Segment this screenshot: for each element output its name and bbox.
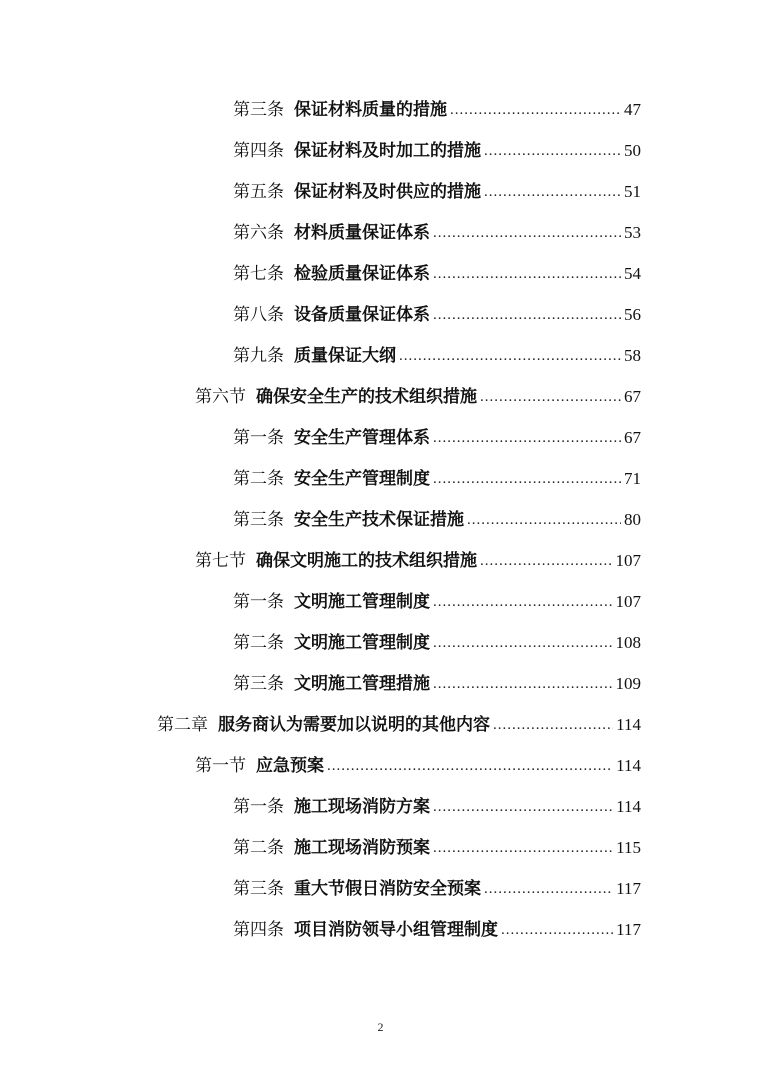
toc-entry-number: 第二条 <box>233 633 284 653</box>
toc-entry-page: 114 <box>616 756 641 775</box>
toc-entry-title: 施工现场消防方案 <box>294 797 430 817</box>
toc-entry[interactable] <box>233 218 641 248</box>
toc-entry-number: 第三条 <box>233 879 284 899</box>
toc-entry-title: 质量保证大纲 <box>294 346 396 366</box>
toc-entry[interactable] <box>233 300 641 330</box>
toc-dot-leader <box>327 751 613 781</box>
toc-entry-title: 确保安全生产的技术组织措施 <box>256 387 477 407</box>
toc-dot-leader <box>484 177 621 207</box>
toc-entry-number: 第五条 <box>233 182 284 202</box>
toc-entry-title: 施工现场消防预案 <box>294 838 430 858</box>
toc-entry-page: 117 <box>616 879 641 898</box>
toc-entry[interactable] <box>195 751 641 781</box>
table-of-contents <box>0 90 761 970</box>
toc-dot-leader <box>480 382 621 412</box>
toc-entry-page: 117 <box>616 920 641 939</box>
toc-entry-page: 67 <box>624 387 641 406</box>
toc-entry-title: 安全生产管理制度 <box>294 469 430 489</box>
toc-entry[interactable] <box>233 95 641 125</box>
toc-entry-title: 服务商认为需要加以说明的其他内容 <box>218 715 490 735</box>
toc-entry-number: 第一节 <box>195 756 246 776</box>
toc-entry-number: 第二章 <box>157 715 208 735</box>
toc-entry[interactable] <box>195 546 641 576</box>
toc-entry-number: 第六节 <box>195 387 246 407</box>
toc-dot-leader <box>433 669 613 699</box>
toc-entry-page: 54 <box>624 264 641 283</box>
toc-entry-number: 第八条 <box>233 305 284 325</box>
toc-dot-leader <box>484 874 613 904</box>
toc-entry-number: 第一条 <box>233 428 284 448</box>
toc-entry[interactable] <box>157 710 641 740</box>
toc-entry-number: 第三条 <box>233 100 284 120</box>
toc-entry[interactable] <box>233 587 641 617</box>
toc-entry-title: 项目消防领导小组管理制度 <box>294 920 498 940</box>
toc-entry[interactable] <box>233 464 641 494</box>
toc-entry-number: 第一条 <box>233 592 284 612</box>
toc-entry-page: 114 <box>616 797 641 816</box>
toc-entry-number: 第二条 <box>233 469 284 489</box>
toc-dot-leader <box>433 423 621 453</box>
toc-entry[interactable] <box>233 136 641 166</box>
toc-entry-number: 第七节 <box>195 551 246 571</box>
toc-entry-page: 67 <box>624 428 641 447</box>
toc-entry[interactable] <box>233 792 641 822</box>
toc-entry[interactable] <box>195 382 641 412</box>
toc-entry-page: 51 <box>624 182 641 201</box>
toc-entry-number: 第二条 <box>233 838 284 858</box>
toc-entry-title: 文明施工管理制度 <box>294 592 430 612</box>
toc-dot-leader <box>450 95 621 125</box>
toc-entry-page: 71 <box>624 469 641 488</box>
toc-entry-number: 第三条 <box>233 674 284 694</box>
toc-entry-title: 材料质量保证体系 <box>294 223 430 243</box>
toc-dot-leader <box>433 792 613 822</box>
toc-entry[interactable] <box>233 505 641 535</box>
toc-entry[interactable] <box>233 833 641 863</box>
toc-entry[interactable] <box>233 341 641 371</box>
toc-entry-page: 47 <box>624 100 641 119</box>
toc-entry-title: 安全生产技术保证措施 <box>294 510 464 530</box>
toc-entry-title: 应急预案 <box>256 756 324 776</box>
toc-entry[interactable] <box>233 259 641 289</box>
toc-dot-leader <box>433 587 613 617</box>
page-number: 2 <box>377 1020 384 1034</box>
toc-dot-leader <box>433 833 613 863</box>
toc-entry-page: 56 <box>624 305 641 324</box>
toc-entry[interactable] <box>233 915 641 945</box>
toc-entry-title: 设备质量保证体系 <box>294 305 430 325</box>
toc-dot-leader <box>493 710 613 740</box>
toc-entry-title: 文明施工管理制度 <box>294 633 430 653</box>
toc-dot-leader <box>467 505 621 535</box>
toc-entry-number: 第三条 <box>233 510 284 530</box>
toc-entry-title: 重大节假日消防安全预案 <box>294 879 481 899</box>
toc-entry-page: 80 <box>624 510 641 529</box>
toc-dot-leader <box>399 341 621 371</box>
toc-dot-leader <box>501 915 613 945</box>
toc-dot-leader <box>433 300 621 330</box>
toc-entry-title: 保证材料及时供应的措施 <box>294 182 481 202</box>
toc-entry-number: 第六条 <box>233 223 284 243</box>
toc-dot-leader <box>433 218 621 248</box>
toc-entry-number: 第四条 <box>233 920 284 940</box>
toc-dot-leader <box>433 259 621 289</box>
toc-entry-page: 53 <box>624 223 641 242</box>
toc-entry[interactable] <box>233 669 641 699</box>
toc-entry-title: 确保文明施工的技术组织措施 <box>256 551 477 571</box>
toc-entry-page: 107 <box>615 551 641 570</box>
toc-dot-leader <box>433 628 613 658</box>
toc-entry-page: 109 <box>615 674 641 693</box>
toc-entry-page: 107 <box>615 592 641 611</box>
toc-entry-page: 115 <box>616 838 641 857</box>
toc-dot-leader <box>433 464 621 494</box>
toc-entry-title: 检验质量保证体系 <box>294 264 430 284</box>
toc-entry-number: 第九条 <box>233 346 284 366</box>
toc-dot-leader <box>480 546 613 576</box>
toc-entry-page: 108 <box>615 633 641 652</box>
toc-entry-page: 50 <box>624 141 641 160</box>
toc-entry-number: 第一条 <box>233 797 284 817</box>
toc-entry[interactable] <box>233 874 641 904</box>
toc-entry[interactable] <box>233 423 641 453</box>
toc-entry-number: 第四条 <box>233 141 284 161</box>
toc-entry-number: 第七条 <box>233 264 284 284</box>
toc-entry[interactable] <box>233 177 641 207</box>
toc-entry-title: 文明施工管理措施 <box>294 674 430 694</box>
toc-entry-title: 保证材料及时加工的措施 <box>294 141 481 161</box>
toc-entry-title: 安全生产管理体系 <box>294 428 430 448</box>
toc-dot-leader <box>484 136 621 166</box>
toc-entry[interactable] <box>233 628 641 658</box>
toc-entry-title: 保证材料质量的措施 <box>294 100 447 120</box>
toc-entry-page: 114 <box>616 715 641 734</box>
toc-entry-page: 58 <box>624 346 641 365</box>
